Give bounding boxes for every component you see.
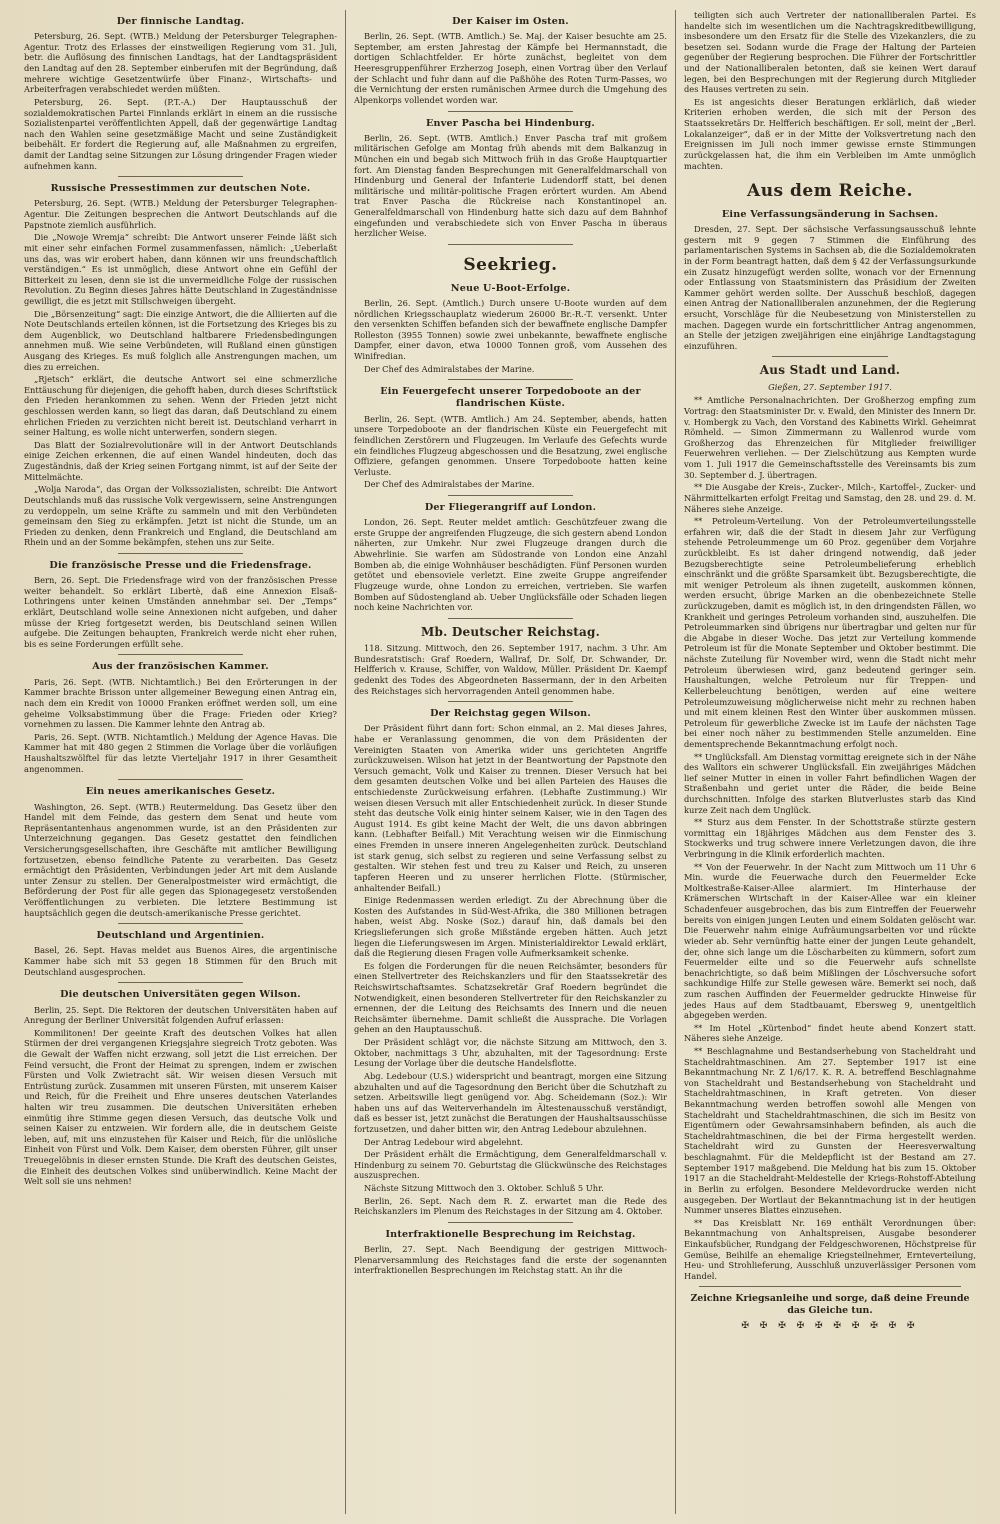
article-paragraph: Der Chef des Admiralstabes der Marine. <box>364 479 535 490</box>
article-headline: Ein neues amerikanisches Gesetz. <box>85 786 276 798</box>
article-headline: Ein Feuergefecht unserer Torpedoboote an der flandrischen Küste. <box>380 386 641 410</box>
column-right-lead <box>684 10 976 171</box>
local-dateline: Gießen, 27. September 1917. <box>768 381 892 392</box>
war-bond-appeal-line1: Zeichne Kriegsanleihe und sorge, daß deine Freunde <box>690 1293 970 1305</box>
article-paragraph: Paris, 26. Sept. (WTB. Nichtamtlich.) Meldung der Agence Havas. Die Kammer hat mit 480 gegen 2 Stimmen die Vorlage über die vorläufigen Haushaltszwölftel für das letzte Vierteljahr 1917 in ihrer Gesamtheit angenommen. <box>24 731 337 774</box>
article-paragraph: Berlin, 26. Sept. Nach dem R. Z. erwartet man die Rede des Reichskanzlers im Plenum des Reichstages in der Sitzung am 4. Oktober. <box>354 1195 667 1217</box>
section-divider <box>448 244 573 245</box>
article-paragraph: Petersburg, 26. Sept. (WTB.) Meldung der Petersburger Telegraphen-Agentur. Trotz des Erlasses der einstweiligen Regierung vom 31. Juli, betr. die Auflösung des finnischen Landtags, hat der Landtagspräsident den Landtag auf den 28. September einberufen mit der Begründung, daß mehrere wichtige Gesetzentwürfe über Finanz-, Wirtschafts- und Arbeiterfragen verabschiedet werden müßten. <box>24 31 337 95</box>
footer-rule <box>699 1286 962 1287</box>
article-paragraph: Der Präsident schlägt vor, die nächste Sitzung am Mittwoch, den 3. Oktober, nachmittags 3 Uhr, abzuhalten, mit der Tagesordnung: Erste Lesung der Vorlage über die deutsche Handelsflotte. <box>354 1037 667 1069</box>
article-paragraph: „Rjetsch“ erklärt, die deutsche Antwort sei eine schmerzliche Enttäuschung für diejenigen, die gehofft haben, durch dieses Schriftstück den Frieden herankommen zu sehen. Wenn der Frieden jetzt nicht geschlossen werden kann, so liegt das daran, daß Deutschland zu einem ehrlichen Frieden zu verzichten nicht bereit ist. Deutschland verharrt in seiner Haltung, es wolle nicht unterwerfen, sondern siegen. <box>24 374 337 438</box>
article-headline: Der Kaiser im Osten. <box>452 16 569 27</box>
article-headline: Aus der französischen Kammer. <box>92 661 269 673</box>
article-paragraph: teiligten sich auch Vertreter der nationalliberalen Partei. Es handelte sich im wesentlichen um die Nachtragskreditbewilligung, insbesondere um den Ersatz für die Stelle des Vizekanzlers, die zu besetzen sei. Sodann wurde die Frage der Haltung der Parteien gegenüber der Regierung besprochen. Die Führer der Fortschrittler und der Nationalliberalen betonten, daß sie keinen Wert darauf legen, bei den Besprechungen mit der Regierung durch Mitglieder des Hauses vertreten zu sein. <box>684 10 976 95</box>
column-middle <box>346 10 676 1514</box>
article-paragraph: Kommilitonen! Der geeinte Kraft des deutschen Volkes hat allen Stürmen der drei vergangenen Kriegsjahre siegreich Trotz geboten. Was die Gewalt der Waffen nicht erzwang, soll jetzt die List erreichen. Der Feind versucht, die Front der Heimat zu sprengen, indem er zwischen Fürsten und Volk Zwietracht sät. Wir weisen diesen Versuch mit Entrüstung zurück. Zusammen mit unseren Fürsten, mit unserem Kaiser und Reich, für die Freiheit und Ehre unseres deutschen Vaterlandes halten wir treu zusammen. Die deutschen Universitäten erheben einmütig ihre Stimme gegen diesen Versuch, das deutsche Volk und seinen Kaiser zu entzweien. Wir fordern alle, die in deutschem Geiste leben, auf, mit uns einzustehen für Kaiser und Reich, für die unlösliche Einheit von Fürst und Volk. Dem Kaiser, dem obersten Führer, gilt unser Treuegelöbnis in dieser ernsten Stunde. Die Kraft des deutschen Geistes, die Einheit des deutschen Volkes sind unüberwindlich. Keine Macht der Welt soll sie uns nehmen! <box>24 1027 337 1187</box>
article-paragraph: Petersburg, 26. Sept. (WTB.) Meldung der Petersburger Telegraphen-Agentur. Die Zeitungen besprechen die Antwort Deutschlands auf die Papstnote ziemlich ausführlich. <box>24 198 337 230</box>
article-paragraph: Der Chef des Admiralstabes der Marine. <box>364 363 535 374</box>
article-paragraph: Der Antrag Ledebour wird abgelehnt. <box>364 1136 523 1147</box>
article-headline: Russische Pressestimmen zur deutschen Note. <box>50 183 311 195</box>
article-paragraph: Washington, 26. Sept. (WTB.) Reutermeldung. Das Gesetz über den Handel mit dem Feinde, das gestern dem Senat und heute vom Repräsentantenhaus angenommen wurde, ist an den Präsidenten zur Unterzeichnung gegangen. Das Gesetz gestattet den feindlichen Versicherungsgesellschaften, ihre Geschäfte mit amtlicher Bewilligung fortzusetzen, ebenso feindliche Patente zu verarbeiten. Das Gesetz ermächtigt den Präsidenten, Verbindungen jeder Art mit dem Auslande unter Zensur zu stellen. Der Generalpostmeister wird ermächtigt, die Beförderung der Post für alle gegen das Spionagegesetz verstoßenden Veröffentlichungen zu verbieten. Die letztere Bestimmung ist hauptsächlich gegen die deutsch-amerikanische Presse gerichtet. <box>24 801 337 918</box>
column-right <box>676 10 984 1514</box>
article-paragraph: ** Amtliche Personalnachrichten. Der Großherzog empfing zum Vortrag: den Staatsminister Dr. v. Ewald, den Minister des Innern Dr. v. Hombergk zu Vach, den Vorstand des Kabinetts Wirkl. Geheimrat Römheld. — Simon Zimmermann zu Wallenrod wurde vom Großherzog das Ehrenzeichen für Mitglieder freiwilliger Feuerwehren verliehen. — Der Zielschützung aus Kempten wurde vom 1. Juli 1917 die Gemeinschaftsstelle des Vereinsamts bis zum 30. September d. J. übertragen. <box>684 395 976 480</box>
article-paragraph: Berlin, 26. Sept. (Amtlich.) Durch unsere U-Boote wurden auf dem nördlichen Kriegsschauplatz wiederum 26000 Br.-R.-T. versenkt. Unter den versenkten Schiffen befanden sich der bewaffnete englische Dampfer Rolleston (3955 Tonnen) sowie zwei unbekannte, bewaffnete englische Dampfer, einer davon, etwa 10000 Tonnen groß, vom Aussehen des Winifredian. <box>354 297 667 361</box>
section-divider <box>448 495 573 496</box>
article-headline: Enver Pascha bei Hindenburg. <box>426 117 595 129</box>
article-paragraph: Berlin, 26. Sept. (WTB. Amtlich.) Se. Maj. der Kaiser besuchte am 25. September, am ersten Jahrestag der Kämpfe bei Hermannstadt, die dortigen Schlachtfelder. Er hörte zunächst, begleitet von dem Heeresgruppenführer Erzherzog Joseph, einen Vortrag über den Verlauf der Schlacht und fuhr dann auf die Paßhöhe des Roten Turm-Passes, wo die Vernichtung der ersten rumänischen Armee durch die Umgehung des Alpenkorps vollendet worden war. <box>354 31 667 105</box>
section-divider <box>118 654 243 655</box>
section-divider <box>448 1222 573 1223</box>
article-headline: Deutschland und Argentinien. <box>96 930 265 942</box>
ornament-border: ✠ ✠ ✠ ✠ ✠ ✠ ✠ ✠ ✠ ✠ <box>741 1320 919 1331</box>
article-headline: Eine Verfassungsänderung in Sachsen. <box>721 208 939 220</box>
war-bond-appeal <box>684 1293 976 1317</box>
article-headline: Mb. Deutscher Reichstag. <box>421 624 600 639</box>
article-paragraph: Nächste Sitzung Mittwoch den 3. Oktober. Schluß 5 Uhr. <box>364 1182 604 1193</box>
article-paragraph: Berlin, 26. Sept. (WTB. Amtlich.) Enver Pascha traf mit großem militärischen Gefolge am Montag früh abends mit dem Balkanzug in München ein und begab sich Mittwoch früh in das Große Hauptquartier fort. Am Dienstag fanden Besprechungen mit Generalfeldmarschall von Hindenburg und General der Infanterie Ludendorff statt, bei denen militärische und militär-politische Fragen erörtert wurden. Am Abend trat Enver Pascha die Rückreise nach Konstantinopel an. Generalfeldmarschall von Hindenburg hatte sich dazu auf dem Bahnhof eingefunden und verabschiedete sich von Enver Pascha in überaus herzlicher Weise. <box>354 132 667 239</box>
column-container <box>16 10 984 1514</box>
article-paragraph: ** Petroleum-Verteilung. Von der Petroleumverteilungsstelle erfahren wir, daß die der Stadt in diesem Jahr zur Verfügung stehende Petroleummenge um 60 Proz. gegenüber dem Vorjahre zurückbleibt. Es ist daher dringend notwendig, daß jeder Bezugsberechtigte seine Petroleumbelieferung erheblich einschränkt und die größte Sparsamkeit übt. Bezugsberechtigte, die mit weniger Petroleum als ihnen zugeteilt, auskommen können, werden ersucht, übrige Marken an die obenbezeichnete Stelle zurückzugeben, damit es möglich ist, in den dringendsten Fällen, wo Krankheit und geringes Petroleum vorhanden sind, auszuhelfen. Die Petroleummarken sind übrigens nur übertragbar und gelten nur für die Abgabe in dieser Woche. Das jetzt zur Verteilung kommende Petroleum ist für die Monate September und Oktober bestimmt. Die nächste Zuteilung für November wird, wenn die Stadt nicht mehr Petroleum überwiesen wird, ganz bedeutend geringer sein. Haushaltungen, welche Petroleum nur für Treppen- und Kellerbeleuchtung benötigen, werden auf eine weitere Petroleumzuweisung möglicherweise nicht mehr zu rechnen haben und mit einem kleinen Rest den Winter über auskommen müssen. Petroleum für gewerbliche Zwecke ist im Laufe der nächsten Tage bei einer noch näher zu bestimmenden Stelle anzumelden. Eine dementsprechende Bekanntmachung erfolgt noch. <box>684 516 976 749</box>
article-paragraph: Es folgen die Forderungen für die neuen Reichsämter, besonders für einen Stellvertreter des Reichskanzlers und für den Staatssekretär des Reichswirtschaftsamtes. Schatzsekretär Graf Roedern begründet die Notwendigkeit, einen besonderen Stellvertreter für den Reichskanzler zu ernennen, der die Leitung des Reichsamts des Innern und die neuen Reichsämter übernehme. Damit schließt die Aussprache. Die Vorlagen gehen an den Hauptausschuß. <box>354 960 667 1035</box>
column-left <box>16 10 346 1514</box>
section-divider <box>118 982 243 983</box>
article-paragraph: Die „Nowoje Wremja“ schreibt: Die Antwort unserer Feinde läßt sich mit einer sehr einfachen Formel zusammenfassen, nämlich: „Ueberlaßt uns das, was wir erobert haben, dann können wir uns freundschaftlich verständigen.“ Es ist unmöglich, diese Antwort ohne ein Gefühl der Bitterkeit zu lesen, denn sie ist die unvermeidliche Folge der russischen Revolution. Zu Beginn dieses Jahres hätte Deutschland in Zugeständnisse gewilligt, die es jetzt mit Stillschweigen übergeht. <box>24 232 337 306</box>
section-divider <box>118 923 243 924</box>
article-paragraph: Paris, 26. Sept. (WTB. Nichtamtlich.) Bei den Erörterungen in der Kammer brachte Brisson unter allgemeiner Bewegung einen Antrag ein, nach dem ein Kredit von 10000 Franken eröffnet werden soll, um eine geheime Volksabstimmung über die Frage: Frieden oder Krieg? vornehmen zu lassen. Die Kammer lehnte den Antrag ab. <box>24 676 337 730</box>
article-paragraph: Berlin, 25. Sept. Die Rektoren der deutschen Universitäten haben auf Anregung der Berliner Universität folgenden Aufruf erlassen: <box>24 1004 337 1026</box>
article-paragraph: Dresden, 27. Sept. Der sächsische Verfassungsausschuß lehnte gestern mit 9 gegen 7 Stimmen die Einführung des parlamentarischen Systems in Sachsen ab, die die Sozialdemokraten in der Form beantragt hatten, daß dem § 42 der Verfassungsurkunde ein Zusatz hinzugefügt werden sollte, wonach vor der Ernennung oder Entlassung von Staatsministern das Präsidium der Zweiten Kammer gehört werden sollte. Der Ausschuß beschloß, dagegen einen Antrag der Nationalliberalen anzunehmen, der die Regierung ersucht, Vorschläge für die Neubesetzung von Ministerstellen zu machen. Dagegen wurde ein fortschrittlicher Antrag angenommen, an Stelle der jetzigen zweijährigen eine einjährige Landtagstagung einzuführen. <box>684 224 976 351</box>
section-divider <box>448 701 573 702</box>
article-paragraph: Einige Redenmassen werden erledigt. Zu der Abrechnung über die Kosten des Aufstandes in Süd-West-Afrika, die 380 Millionen betragen haben, weist Abg. Noske (Soz.) darauf hin, daß damals bei den Kriegslieferungen sich große Mißstände ergeben hätten. Auch jetzt liegen die Lieferungswesen im Argen. Ministerialdirektor Lewald erklärt, daß die Regierung diesen Fragen volle Aufmerksamkeit schenke. <box>354 895 667 959</box>
article-paragraph: Bern, 26. Sept. Die Friedensfrage wird von der französischen Presse weiter behandelt. So erklärt Libertè, daß eine Annexion Elsaß-Lothringens unter keinen Umständen annehmbar sei. Der „Temps“ erklärt, Deutschland wolle seine Annexionen nicht aufgeben, und daher müsse der Krieg fortgesetzt werden, bis Deutschland seinen Willen aufgebe. Die Zeitungen behaupten, Frankreich werde nicht eher ruhen, bis es seine Forderungen erfüllt sehe. <box>24 575 337 649</box>
article-headline: Der finnische Landtag. <box>116 16 245 27</box>
article-paragraph: Der Präsident führt dann fort: Schon einmal, an 2. Mai dieses Jahres, habe er Veranlassung genommen, die von dem Präsidenten der Vereinigten Staaten von Amerika wider uns gerichteten Angriffe zurückzuweisen. Wilson hat jetzt in der Beantwortung der Papstnote den Versuch gemacht, Volk und Kaiser zu trennen. Dieser Versuch hat bei dem gesamten deutschen Volke und bei allen Parteien des Hauses die entschiedenste Zurückweisung erfahren. (Lebhafte Zustimmung.) Wir weisen diesen Versuch mit aller Entschiedenheit zurück. In dieser Stunde steht das deutsche Volk einig hinter seinem Kaiser, wie in den Tagen des August 1914. Es gibt keine Macht der Welt, die uns davon abbringen kann. (Lebhafter Beifall.) Mit Verachtung weisen wir die Einmischung eines Fremden in unsere inneren Angelegenheiten zurück. Deutschland ist stark genug, sich selbst zu regieren und seine Verfassung selbst zu gestalten. Wir stehen fest und treu zu Kaiser und Reich, zu unseren tapferen Heeren und zu unserer herrlichen Flotte. (Stürmischer, anhaltender Beifall.) <box>354 723 667 893</box>
section-divider <box>118 553 243 554</box>
article-headline: Seekrieg. <box>463 254 558 275</box>
article-paragraph: London, 26. Sept. Reuter meldet amtlich: Geschützfeuer zwang die erste Gruppe der angreifenden Flugzeuge, die sich gestern abend London näherten, zur Umkehr. Nur zwei Flugzeuge drangen durch die Abwehrlinie. Sie warfen am Südostrande von London eine Anzahl Bomben ab, die einige Wohnhäuser beschädigten. Fünf Personen wurden getötet und ebensoviele verletzt. Eine zweite Gruppe angreifender Flugzeuge wurde, ohne London zu erreichen, vertrieben. Sie warfen Bomben auf Südostengland ab. Ueber Unglücksfälle oder Schaden liegen noch keine Nachrichten vor. <box>354 517 667 613</box>
article-paragraph: Es ist angesichts dieser Beratungen erklärlich, daß wieder Kriterien erhoben werden, die sich mit der Person des Staatssekretärs Dr. Helfferich beschäftigen. Er soll, meint der „Berl. Lokalanzeiger“, daß er in der Mitte der Volksvertretung nach den Ereignissen im Juli noch immer gewisse ernste Stimmungen zurückgelassen hat, die ihm ein Verbleiben im Amte unmöglich machten. <box>684 96 976 171</box>
article-paragraph: Berlin, 26. Sept. (WTB. Amtlich.) Am 24. September, abends, hatten unsere Torpedoboote an der flandrischen Küste ein Feuergefecht mit feindlichen Zerstörern und Flugzeugen. Im Verlaufe des Gefechts wurde ein feindliches Flugzeug abgeschossen und die Besatzung, zwei englische Offiziere, gefangen genommen. Unsere Torpedoboote hatten keine Verluste. <box>354 413 667 477</box>
article-paragraph: ** Die Ausgabe der Kreis-, Zucker-, Milch-, Kartoffel-, Zucker- und Nährmittelkarten erfolgt Freitag und Samstag, den 28. und 29. d. M. Näheres siehe Anzeige. <box>684 482 976 514</box>
article-paragraph: ** Unglücksfall. Am Dienstag vormittag ereignete sich in der Nähe des Walltors ein schwerer Unglücksfall. Ein zweijähriges Mädchen lief seiner Mutter in einen in voller Fahrt befindlichen Wagen der Straßenbahn und geriet unter die Räder, die beide Beine durchschnitten. Infolge des starken Blutverlustes starb das Kind kurze Zeit nach dem Unglück. <box>684 751 976 815</box>
article-paragraph: Der Präsident erhält die Ermächtigung, dem Generalfeldmarschall v. Hindenburg zu seinem 70. Geburtstag die Glückwünsche des Reichstages auszusprechen. <box>354 1149 667 1181</box>
article-paragraph: ** Beschlagnahme und Bestandserhebung von Stacheldraht und Stacheldrahtmaschinen. Am 27. September 1917 ist eine Bekanntmachung Nr. Z 1/6/17. K. R. A. betreffend Beschlagnahme von Stacheldraht und Bestandserhebung von Stacheldraht und Stacheldrahtmaschinen, in Kraft getreten. Von dieser Bekanntmachung werden betroffen sowohl alle Mengen von Stacheldraht und Stacheldrahtmaschinen, die sich im Besitz von Eigentümern oder Gewahrsamsinhabern befinden, als auch die Stacheldrahtmaschinen, die bei der Firma hergestellt werden. Stacheldraht wird zu Gunsten der Heeresverwaltung beschlagnahmt. Für die Meldepflicht ist der Bestand am 27. September 1917 maßgebend. Die Meldung hat bis zum 15. Oktober 1917 an die Stacheldraht-Meldestelle der Kriegs-Rohstoff-Abteilung in Berlin zu erfolgen. Besondere Meldevordrucke werden nicht ausgegeben. Der Wortlaut der Bekanntmachung ist in der heutigen Nummer unseres Blattes einzusehen. <box>684 1046 976 1216</box>
article-paragraph: ** Von der Feuerwehr. In der Nacht zum Mittwoch um 11 Uhr 6 Min. wurde die Feuerwache durch den Feuermelder Ecke Moltkestraße-Kaiser-Allee alarmiert. Im Hinterhause der Krämerschen Wirtschaft in der Kaiser-Allee war ein kleiner Schadenfeuer ausgebrochen, das bis zum Eintreffen der Feuerwehr bereits von einigen jungen Leuten und einem Soldaten gelöscht war. Die Feuerwehr nahm einige Aufräumungsarbeiten vor und rückte wieder ab. Sehr vernünftig hatte einer der jungen Leute gehandelt, der, ohne sich lange um die Löscharbeiten zu kümmern, sofort zum Feuermelder eilte und so die Feuerwehr aufs schnellste benachrichtigte, so daß beim Mißlingen der Löschversuche sofort sachkundige Hilfe zur Stelle gewesen wäre. Bemerkt sei noch, daß zum raschen Auffinden der Feuermelder gedruckte Hinweise für jedes Haus auf dem Stadtbauamt, Ebersweg 9, unentgeltlich abgegeben werden. <box>684 861 976 1021</box>
section-divider <box>772 356 889 357</box>
article-paragraph: „Wolja Naroda“, das Organ der Volkssozialisten, schreibt: Die Antwort Deutschlands muß das russische Volk vergewissern, seine Anstrengungen zu verdoppeln, um seine Kräfte zu sammeln und mit den Verbündeten gemeinsam den Sieg zu erkämpfen. Jetzt ist nicht die Stunde, um an Frieden zu denken, denn Frankreich und England, die Deutschland am Rhein und an der Somme bekämpfen, stehen uns zur Seite. <box>24 484 337 548</box>
article-headline: Interfraktionelle Besprechung im Reichstag. <box>385 1228 636 1240</box>
article-paragraph: ** Sturz aus dem Fenster. In der Schottstraße stürzte gestern vormittag ein 18jähriges Mädchen aus dem Fenster des 3. Stockwerks und trug schwere innere Verletzungen davon, die ihre Verbringung in die Klinik erforderlich machten. <box>684 817 976 860</box>
article-paragraph: Die „Börsenzeitung“ sagt: Die einzige Antwort, die die Alliierten auf die Note Deutschlands erteilen können, ist die Fortsetzung des Krieges bis zu dem Augenblick, wo Deutschland haltbarere Friedensbedingungen annehmen muß. Wie seine Verbündeten, will Rußland einen günstigen Ausgang des Krieges. Es muß folglich alle Anstrengungen machen, um dies zu erreichen. <box>24 308 337 372</box>
article-headline: Der Reichstag gegen Wilson. <box>430 708 591 720</box>
article-paragraph: ** Im Hotel „Kürtenbod“ findet heute abend Konzert statt. Näheres siehe Anzeige. <box>684 1022 976 1044</box>
article-paragraph: Berlin, 27. Sept. Nach Beendigung der gestrigen Mittwoch-Plenarversammlung des Reichstages fand die erste der sogenannten interfraktionellen Besprechungen im Reichstag statt. An ihr die <box>354 1244 667 1276</box>
article-headline: Die französische Presse und die Friedensfrage. <box>49 559 312 571</box>
article-headline: Die deutschen Universitäten gegen Wilson. <box>60 989 301 1001</box>
column-right-sections <box>684 181 976 379</box>
section-divider <box>118 779 243 780</box>
section-divider <box>448 618 573 619</box>
article-paragraph: ** Das Kreisblatt Nr. 169 enthält Verordnungen über: Bekanntmachung von Anhaltspreisen, Ausgabe besonderer Einkaufsbücher, Rundgang der Feldgeschworenen, Höchstpreise für Gemüse, Beihilfe an ehemalige Kriegsteilnehmer, Ernteverteilung, Heu- und Strohlieferung, Ausschluß unzuverlässiger Personen vom Handel. <box>684 1217 976 1281</box>
article-headline: Neue U-Boot-Erfolge. <box>450 282 571 294</box>
section-divider <box>448 111 573 112</box>
article-paragraph: Das Blatt der Sozialrevolutionäre will in der Antwort Deutschlands einige Zeichen erkennen, die auf einen Wandel hindeuten, doch das Zugeständnis, daß der Krieg seinen Fortgang nimmt, ist auf der Seite der Mittelmächte. <box>24 439 337 482</box>
article-headline: Aus dem Reiche. <box>747 181 913 202</box>
article-paragraph: Basel, 26. Sept. Havas meldet aus Buenos Aires, die argentinische Kammer habe sich mit 53 gegen 18 Stimmen für den Bruch mit Deutschland ausgesprochen. <box>24 945 337 977</box>
article-headline: Der Fliegerangriff auf London. <box>424 501 597 513</box>
section-divider <box>118 176 243 177</box>
article-paragraph: Petersburg, 26. Sept. (P.T.-A.) Der Hauptausschuß der sozialdemokratischen Partei Finnlands erklärt in einem an die russische Sozialistenpartei veröffentlichten Appell, daß der gegenwärtige Landtag nach den Wahlen seine gesetzmäßige Macht und seine Zuständigkeit beibehält. Er fordert die Regierung auf, alle Maßnahmen zu ergreifen, damit der Landtag seine Sitzungen zur Lösung dringender Fragen wieder aufnehmen kann. <box>24 96 337 171</box>
article-headline: Aus Stadt und Land. <box>759 363 901 378</box>
war-bond-appeal-line2: das Gleiche tun. <box>787 1305 873 1317</box>
local-news <box>684 395 976 1281</box>
article-paragraph: Abg. Ledebour (U.S.) widerspricht und beantragt, morgen eine Sitzung abzuhalten und auf die Tagesordnung den Bericht über die Schutzhaft zu setzen. Arbeitswille liegt genügend vor. Abg. Scheidemann (Soz.): Wir haben uns auf das Weiterverhandeln im Ältestenausschuß verständigt, daß es besser ist, jetzt zunächst die Beratungen der Haushaltsausschüsse fortzusetzen, und daher bitten wir, den Antrag Ledebour abzulehnen. <box>354 1070 667 1134</box>
article-paragraph: 118. Sitzung. Mittwoch, den 26. September 1917, nachm. 3 Uhr. Am Bundesratstisch: Graf Roedern, Wallraf, Dr. Solf, Dr. Schwander, Dr. Helfferich v. Krause, Schiffer, von Waldow, Müller. Präsident Dr. Kaempf gedenkt des Todes des Abgeordneten Bassermann, der in den Arbeiten des Reichstages sich hervorragenden Anteil genommen habe. <box>354 643 667 696</box>
section-divider <box>448 379 573 380</box>
